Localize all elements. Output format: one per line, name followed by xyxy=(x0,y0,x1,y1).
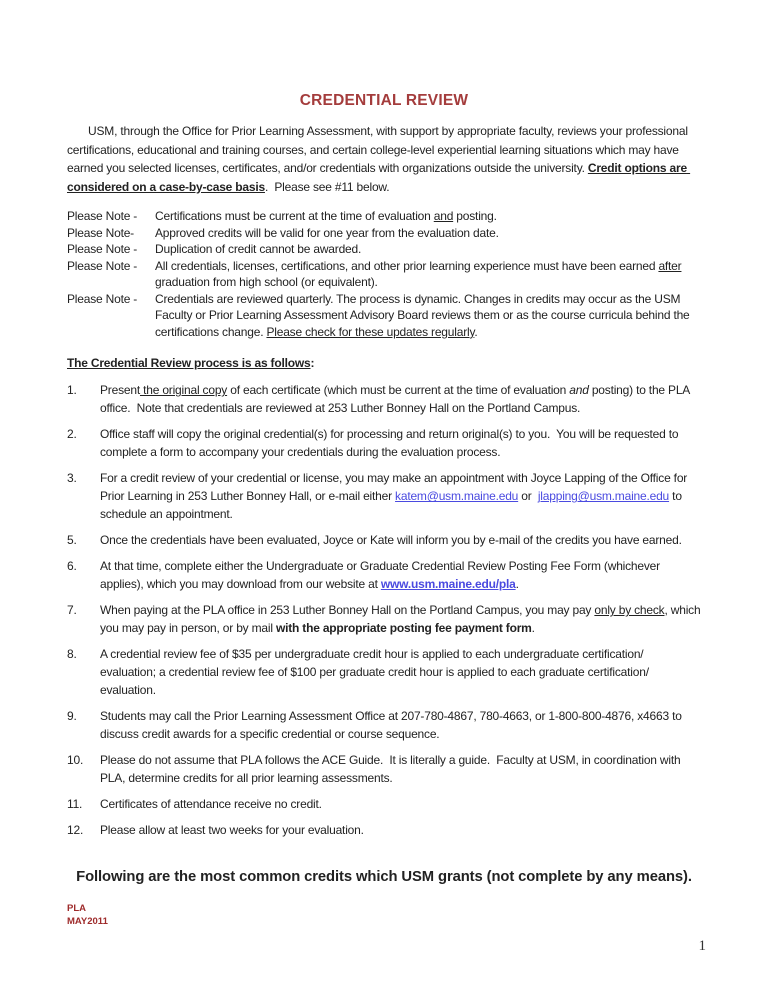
note-label: Please Note - xyxy=(67,258,138,273)
process-item xyxy=(67,531,701,549)
note-text xyxy=(155,258,701,291)
item-text xyxy=(100,645,701,699)
text-run: after xyxy=(658,258,682,273)
item-text xyxy=(100,425,701,461)
note-row xyxy=(67,241,701,258)
process-list xyxy=(67,381,704,839)
item-number: 12. xyxy=(67,823,84,838)
text-run: . Please see #11 below. xyxy=(264,179,390,194)
item-number: 2. xyxy=(67,427,77,442)
text-run: of each certificate (which must be current at the time of evaluation xyxy=(227,383,570,398)
item-number: 9. xyxy=(67,709,77,724)
process-item xyxy=(67,707,701,743)
text-run: : xyxy=(310,356,315,371)
page-number: 1 xyxy=(698,938,706,954)
text-run: posting) to the PLA office. Note that credentials are reviewed at 253 Luther Bonney Hall on the Portland Campus. xyxy=(100,383,693,416)
doc-footer xyxy=(67,902,701,928)
item-text xyxy=(100,469,701,523)
text-run: with the appropriate posting fee payment form xyxy=(275,621,532,636)
process-item xyxy=(67,425,701,461)
text-run: . xyxy=(531,621,535,636)
text-run: Once the credentials have been evaluated, Joyce or Kate will inform you by e-mail of the credits you have earned. xyxy=(100,533,682,548)
text-run: Credit options are considered on a case-by-case basis xyxy=(67,161,691,194)
process-item xyxy=(67,821,701,839)
text-run: only by check xyxy=(594,603,665,618)
process-item xyxy=(67,601,704,637)
item-text xyxy=(100,707,701,743)
text-run: and xyxy=(569,383,589,398)
text-run: Certificates of attendance receive no credit. xyxy=(100,797,322,812)
text-run: Duplication of credit cannot be awarded. xyxy=(155,242,362,257)
item-text xyxy=(100,381,701,417)
note-row xyxy=(67,208,701,225)
item-number: 8. xyxy=(67,647,77,662)
text-run: When paying at the PLA office in 253 Luther Bonney Hall on the Portland Campus, you may pay xyxy=(100,603,595,618)
email-link-jlapping[interactable]: jlapping@usm.maine.edu xyxy=(537,489,670,504)
item-number: 10. xyxy=(67,753,84,768)
note-row xyxy=(67,291,701,341)
text-run: At that time, complete either the Undergraduate or Graduate Credential Review Posting Fee Form (whichever applies), which you may download from our website at xyxy=(100,559,664,592)
note-text xyxy=(155,208,701,225)
process-heading xyxy=(67,354,701,372)
text-run: Please do not assume that PLA follows the ACE Guide. It is literally a guide. Faculty at USM, in coordination with PLA, determine credits for all prior learning assessments. xyxy=(100,753,684,786)
text-run: Students may call the Prior Learning Assessment Office at 207-780-4867, 780-4663, or 1-800-800-4876, x4663 to discuss credit awards for a specific credential or course sequence. xyxy=(100,709,685,742)
note-text xyxy=(155,291,701,341)
footer-pla-label: PLA xyxy=(67,903,86,915)
text-run: . xyxy=(474,324,478,339)
item-text xyxy=(100,601,704,637)
note-label: Please Note - xyxy=(67,291,138,306)
text-run: to schedule an appointment. xyxy=(100,489,685,522)
text-run: . xyxy=(515,577,519,592)
email-link-katem[interactable]: katem@usm.maine.edu xyxy=(395,489,519,504)
text-run: Certifications must be current at the time of evaluation xyxy=(155,209,434,224)
item-text xyxy=(100,751,701,787)
website-link-pla[interactable]: www.usm.maine.edu/pla xyxy=(380,577,516,592)
text-run: posting. xyxy=(453,209,497,224)
text-run: Please allow at least two weeks for your evaluation. xyxy=(100,823,364,838)
item-number: 5. xyxy=(67,533,77,548)
text-run: Office staff will copy the original credential(s) for processing and return original(s) to you. You will be requested to complete a form to accompany your credentials during the evaluation process. xyxy=(100,427,682,460)
intro-paragraph xyxy=(67,122,701,196)
text-run: graduation from high school (or equivalent). xyxy=(155,258,685,290)
item-text xyxy=(100,557,701,593)
page-title: CREDENTIAL REVIEW xyxy=(299,92,469,109)
item-number: 1. xyxy=(67,383,77,398)
process-item xyxy=(67,381,701,417)
text-run: For a credit review of your credential or license, you may make an appointment with Joyce Lapping of the Office for Prior Learning in 253 Luther Bonney Hall, or e-mail either xyxy=(100,471,691,504)
note-row xyxy=(67,225,701,242)
process-item xyxy=(67,751,701,787)
text-run: USM, through the Office for Prior Learning Assessment, with support by appropriate faculty, reviews your professional certifications, educational and training courses, and certain college-level experiential learning situations which may have earned you selected licenses, certificates, and/or credentials with organizations outside the university. xyxy=(67,124,691,176)
note-text xyxy=(155,241,701,258)
item-text xyxy=(100,531,701,549)
process-item xyxy=(67,795,701,813)
closing-heading: Following are the most common credits which USM grants (not complete by any means). xyxy=(76,869,692,886)
text-run: , which you may pay in person, or by mail xyxy=(100,603,704,636)
note-label: Please Note - xyxy=(67,209,138,224)
note-row xyxy=(67,258,701,291)
item-number: 6. xyxy=(67,559,77,574)
process-item xyxy=(67,557,701,593)
item-number: 3. xyxy=(67,471,77,486)
text-run: Approved credits will be valid for one year from the evaluation date. xyxy=(155,225,499,240)
text-run: or xyxy=(518,489,538,504)
text-run: Credentials are reviewed quarterly. The process is dynamic. Changes in credits may occur as the USM Faculty or Prior Learning Assessment Advisory Board reviews them or as the course curricula behind the certifications change. xyxy=(155,291,693,339)
footer-date-label: MAY2011 xyxy=(67,916,108,928)
note-label: Please Note- xyxy=(67,225,134,240)
item-number: 11. xyxy=(67,797,83,812)
text-run: and xyxy=(433,209,454,224)
text-run: the original copy xyxy=(139,383,228,398)
note-label: Please Note - xyxy=(67,242,138,257)
item-text xyxy=(100,795,701,813)
text-run: The Credential Review process is as follows xyxy=(67,356,311,371)
text-run: Please check for these updates regularly xyxy=(266,324,475,339)
item-text xyxy=(100,821,701,839)
text-run: All credentials, licenses, certifications, and other prior learning experience must have been earned xyxy=(155,258,659,273)
note-text xyxy=(155,225,701,242)
text-run: A credential review fee of $35 per undergraduate credit hour is applied to each undergraduate certification/ evaluation; a credential review fee of $100 per graduate credit hour is applied to each graduate certification/ evaluation. xyxy=(100,647,652,698)
item-number: 7. xyxy=(67,603,77,618)
text-run: Present xyxy=(100,383,140,398)
process-item xyxy=(67,469,701,523)
notes-section xyxy=(67,208,701,340)
process-item xyxy=(67,645,701,699)
